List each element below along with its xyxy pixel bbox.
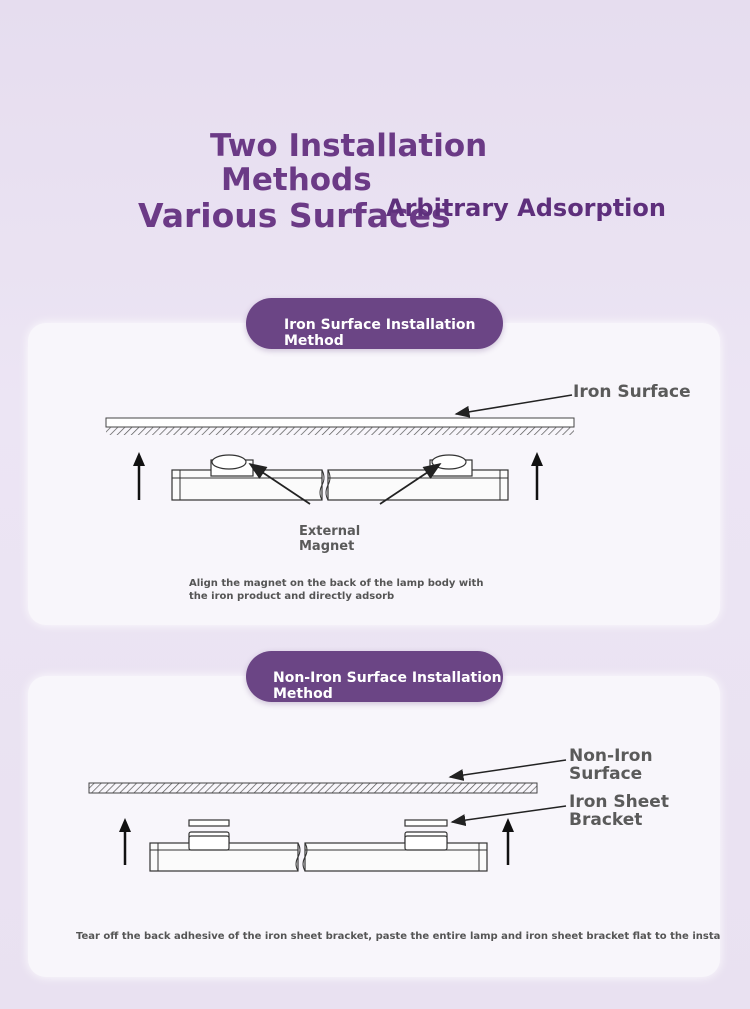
iron-method-badge-text: Iron Surface Installation Method (284, 317, 476, 349)
up-arrow-icon (133, 452, 145, 500)
up-arrow-icon (531, 452, 543, 500)
title-line-1: Two Installation (210, 128, 488, 164)
non-iron-method-instruction: Tear off the back adhesive of the iron sheet bracket, paste the entire lamp and iron sheet bracket flat to the insta (76, 931, 721, 942)
magnet-icon (211, 455, 253, 476)
title-line-4: Arbitrary Adsorption (386, 194, 666, 222)
up-arrow-icon (119, 818, 131, 865)
non-iron-surface-label: Non-Iron Surface (569, 746, 653, 784)
title-line-3: Various Surfaces (138, 196, 451, 235)
iron-surface-label: Iron Surface (573, 382, 691, 402)
bracket-pointer (452, 806, 566, 822)
iron-method-instruction: Align the magnet on the back of the lamp body with the iron product and directly adsorb (189, 578, 484, 602)
non-iron-surface-pointer (450, 760, 566, 777)
non-iron-method-badge-text: Non-Iron Surface Installation Method (273, 670, 502, 702)
title-line-2: Methods (221, 162, 372, 198)
external-magnet-label: External Magnet (299, 524, 361, 554)
lamp-body (150, 836, 487, 871)
iron-sheet-bracket-label: Iron Sheet Bracket (569, 792, 669, 830)
up-arrow-icon (502, 818, 514, 865)
iron-surface-pointer (456, 395, 572, 414)
non-iron-surface-plate (89, 783, 537, 793)
iron-surface-plate (106, 418, 574, 435)
